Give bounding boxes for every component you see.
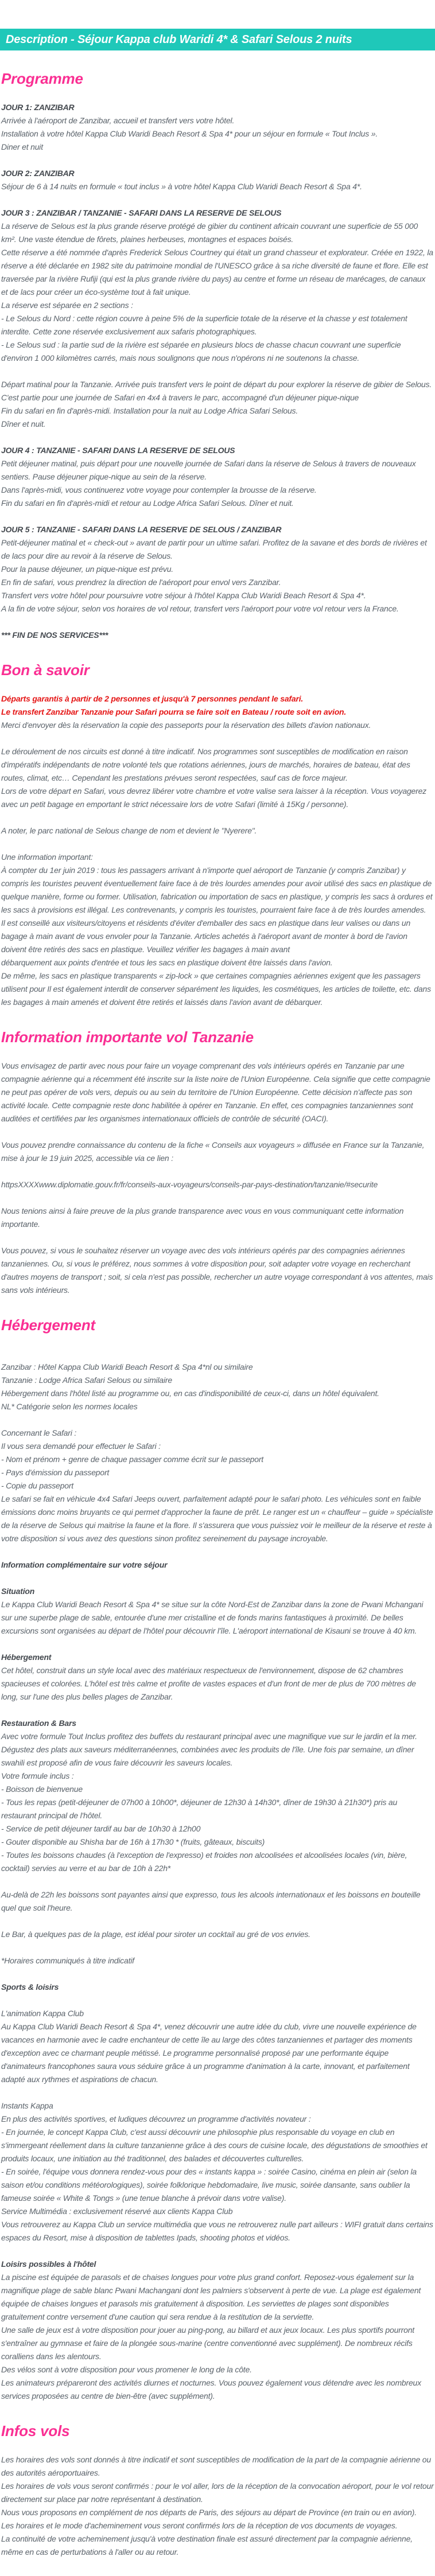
paragraph: La continuité de votre acheminement jusqu'à votre destination finale est assuré directement par la compagnie aérienne, même en cas de perturbations à l'aller ou au retour. <box>1 2534 413 2556</box>
paragraph: Vous pouvez prendre connaissance du contenu de la fiche « Conseils aux voyageurs » diffusée en France sur la Tanzanie, mise à jour le 19 juin 2025, accessible via ce lien : <box>1 1140 425 1163</box>
paragraph: Des vélos sont à votre disposition pour vous promener le long de la côte. <box>1 2365 252 2374</box>
paragraph: Le safari se fait en véhicule 4x4 Safari Jeeps ouvert, parfaitement adapté pour le safari photo. Les véhicules sont en faible émissions donc moins bruyants ce qui permet d'approcher la faune de prêt. Le ranger est un « chauffeur – guide » spécialiste de la réserve de Selous qui maitrise la faune et la flore. Il s'assurera que vous puissiez voir le meilleur de la réserve et reste à votre disposition si vous avez des questions sinon profitez sereinement du paysage incroyable. <box>1 1494 433 1543</box>
paragraph: Concernant le Safari : <box>1 1428 77 1437</box>
paragraph: Diner et nuit <box>1 142 43 151</box>
blank-line-spacer <box>1 1231 434 1244</box>
blank-line-spacer <box>1 1875 434 1888</box>
blank-line-spacer <box>1 1915 434 1928</box>
paragraph: Votre formule inclus : <box>1 1771 74 1780</box>
paragraph: Dans l'après-midi, vous continuerez votre voyage pour contempler la brousse de la réserve. <box>1 485 317 494</box>
blank-line-spacer <box>1 2244 434 2258</box>
paragraph: - Nom et prénom + genre de chaque passager comme écrit sur le passeport <box>1 1455 263 1464</box>
paragraph: - Toutes les boissons chaudes (à l'exception de l'expresso) et froides non alcoolisées et alcoolisées locales (vin, bière, cocktail) servies au verre et au bar de 10h à 22h* <box>1 1850 407 1873</box>
paragraph: En fin de safari, vous prendrez la direction de l'aéroport pour envol vers Zanzibar. <box>1 578 281 587</box>
paragraph: Installation à votre hôtel Kappa Club Waridi Beach Resort & Spa 4* pour un séjour en formule « Tout Inclus ». <box>1 129 378 138</box>
paragraph: Avec votre formule Tout Inclus profitez des buffets du restaurant principal avec une magnifique vue sur le jardin et la mer. Dégustez des plats aux saveurs méditerranéennes, combinées avec les produits de l'île. Une fois par semaine, un dîner swahili est proposé afin de vous faire découvrir les saveurs locales. <box>1 1732 417 1767</box>
blank-line-spacer <box>1 510 434 523</box>
paragraph: Sports & loisirs <box>1 1982 59 1992</box>
paragraph: JOUR 3 : ZANZIBAR / TANZANIE - SAFARI DANS LA RESERVE DE SELOUS <box>1 208 282 217</box>
paragraph: JOUR 5 : TANZANIE - SAFARI DANS LA RESERVE DE SELOUS / ZANZIBAR <box>1 525 282 534</box>
document-body <box>0 70 435 2576</box>
paragraph: NL* Catégorie selon les normes locales <box>1 1402 138 1411</box>
paragraph: Hébergement dans l'hôtel listé au programme ou, en cas d'indisponibilité de ceux-ci, dans un hôtel équivalent. <box>1 1389 379 1398</box>
paragraph: Pour la pause déjeuner, un pique-nique est prévu. <box>1 564 173 574</box>
blank-line-spacer <box>1 365 434 378</box>
blank-line-spacer <box>1 1704 434 1717</box>
blank-line-spacer <box>1 1545 434 1558</box>
paragraph: JOUR 1: ZANZIBAR <box>1 103 75 112</box>
paragraph: Transfert vers votre hôtel pour poursuivre votre séjour à l'hôtel Kappa Club Waridi Beach Resort & Spa 4*. <box>1 591 366 600</box>
paragraph: Lors de votre départ en Safari, vous devrez libérer votre chambre et votre valise sera laisser à la réception. Vous voyagerez avec un petit bagage en emportant le strict nécessaire lors de votre Safari (limité à 15Kg / personne). <box>1 786 426 809</box>
paragraph: Départs garantis à partir de 2 personnes et jusqu'à 7 personnes pendant le safari. <box>1 694 304 703</box>
paragraph: La réserve de Selous est la plus grande réserve protégé de gibier du continent africain couvrant une superficie de 55 000 km². Une vaste étendue de fôrets, plaines herbeuses, montagnes et espaces boisés. <box>1 221 418 244</box>
paragraph: Séjour de 6 à 14 nuits en formule « tout inclus » à votre hôtel Kappa Club Waridi Beach Resort & Spa 4*. <box>1 182 362 191</box>
blank-line-spacer <box>1 1994 434 2007</box>
paragraph: Le déroulement de nos circuits est donné à titre indicatif. Nos programmes sont susceptibles de modification en raison d'impératifs indépendants de notre volonté tels que rotations aériennes, jours de marchés, horaires de bateau, état des routes, climat, etc… Cependant les prestations prévues seront respectées, sauf cas de force majeur. <box>1 747 410 782</box>
paragraph: Les horaires et le mode d'acheminement vous seront confirmés lors de la réception de vos documents de voyages. <box>1 2521 398 2530</box>
paragraph: Les animateurs prépareront des activités diurnes et nocturnes. Vous pouvez également vous détendre avec les nombreux services proposées au centre de bien-être (avec supplément). <box>1 2378 421 2400</box>
description-header-bar <box>0 29 435 50</box>
paragraph: De même, les sacs en plastique transparents « zip-lock » que certaines compagnies aériennes exigent que les passagers utilisent pour Il est également interdit de conserver séparément les liquides, les cosmétiques, les articles de toilette, etc. dans les bagages à main amenés et doivent être retirés et laissés dans l'avion avant de débarquer. <box>1 971 431 1007</box>
paragraph: - Le Selous sud : la partie sud de la rivière est séparée en plusieurs blocs de chasse chacun couvrant une superficie d'environ 1 000 kilomètres carrés, mais nous soulignons que nous n'opérons ni ne soutenons la chasse. <box>1 340 401 363</box>
paragraph: - Le Selous du Nord : cette région couvre à peine 5% de la superficie totale de la réserve et la chasse y est totalement interdite. Cette zone réservée exclusivement aux safaris photographiques. <box>1 314 407 336</box>
blank-line-spacer <box>1 615 434 629</box>
paragraph: Cette réserve a été nommée d'après Frederick Selous Courtney qui était un grand chasseur et explorateur. Créée en 1922, la réserve a été déclarée en 1982 site du patrimoine mondial de l'UNESCO grâce à sa riche diversité de faune et flore. Elle est traversée par la rivière Rufiji (qui est la plus grande rivière du pays) au centre et forme un réseau de marécages, de canaux et de lacs pour créer un éco-système tout à fait unique. <box>1 248 433 297</box>
paragraph: Fin du safari en fin d'après-midi. Installation pour la nuit au Lodge Africa Safari Selous. <box>1 406 298 415</box>
blank-line-spacer <box>1 1125 434 1139</box>
paragraph: Hébergement <box>1 1653 52 1662</box>
paragraph: Vous pouvez, si vous le souhaitez réserver un voyage avec des vols intérieurs opérés par des compagnies aériennes tanzaniennes. Ou, si vous le préférez, nous sommes à votre disposition pour, soit adapter votre voyage en recherchant d'autres moyens de transport ; soit, si cela n'est pas possible, rechercher un autre voyage correspondant à vos attentes, mais sans vols intérieurs. <box>1 1246 433 1295</box>
blank-line-spacer <box>1 1165 434 1178</box>
paragraph: Vous envisagez de partir avec nous pour faire un voyage comprenant des vols intérieurs opérés en Tanzanie par une compagnie aérienne qui a récemment été inscrite sur la liste noire de l'Union Européenne. Cela signifie que cette compagnie ne peut pas opérer de vols vers, depuis ou au sein du territoire de l'Union Européenne. Cette décision n'affecte pas son activité locale. Cette compagnie reste donc habilitée à opérer en Tanzanie. En effet, ces compagnies tanzaniennes sont auditées et certifiées par les organismes internationaux officiels de contrôle de sécurité (OACI). <box>1 1061 430 1123</box>
blank-line-spacer <box>1 1572 434 1585</box>
blank-line-spacer <box>1 732 434 745</box>
section-heading-programme: Programme <box>1 70 83 87</box>
blank-line-spacer <box>1 1967 434 1981</box>
paragraph: Petit déjeuner matinal, puis départ pour une nouvelle journée de Safari dans la réserve de Selous à travers de nouveaux sentiers. Pause déjeuner pique-nique au sein de la réserve. <box>1 459 416 481</box>
paragraph: La piscine est équipée de parasols et de chaises longues pour votre plus grand confort. Reposez-vous également sur la magnifique plage de sable blanc Pwani Machangani dont les palmiers s'observent à perte de vue. La plage est également équipée de chaises longues et parasols mis gratuitement à disposition. Les serviettes de plages sont disponibles gratuitement contre versement d'une caution qui sera rendue à la restitution de la serviette. <box>1 2273 421 2321</box>
section-heading-hebergement: Hébergement <box>1 1316 95 1334</box>
paragraph: En plus des activités sportives, et ludiques découvrez un programme d'activités novateur : <box>1 2114 311 2123</box>
paragraph: Merci d'envoyer dès la réservation la copie des passeports pour la réservation des billets d'avion nationaux. <box>1 720 371 730</box>
paragraph: À compter du 1er juin 2019 : tous les passagers arrivant à n'importe quel aéroport de Tanzanie (y compris Zanzibar) y compris les touristes peuvent éventuellement faire face à de très lourdes amendes pour avoir utilisé des sacs en plastique de quelque manière, forme ou former. Utilisation, fabrication ou importation de sacs en plastique, y compris les sacs à ordures et les sacs à provisions est illégal. Les contrevenants, y compris les touristes, pourraient faire face à de très lourdes amendes. <box>1 866 433 914</box>
paragraph: débarquement aux points d'entrée et tous les sacs en plastique doivent être laissés dans l'avion. <box>1 958 333 967</box>
blank-line-spacer <box>1 1413 434 1427</box>
paragraph: Situation <box>1 1587 35 1596</box>
paragraph: Au Kappa Club Waridi Beach Resort & Spa 4*, venez découvrir une autre idée du club, vivre une nouvelle expérience de vacances en harmonie avec le cadre enchanteur de cette île au large des côtes tanzaniennes et partager des moments d'exception avec ce charmant peuple métissé. Le programme personnalisé proposé par une performante équipe d'animateurs francophones saura vous séduire grâce à un programme d'animation à la carte, innovant, et parfaitement adapté aux rythmes et aspirations de chacun. <box>1 2022 417 2084</box>
paragraph: Le transfert Zanzibar Tanzanie pour Safari pourra se faire soit en Bateau / route soit en avion. <box>1 707 347 716</box>
paragraph: Une salle de jeux est à votre disposition pour jouer au ping-pong, au billard et aux jeux locaux. Les plus sportifs pourront s'entraîner au gymnase et faire de la plongée sous-marine (centre conventionné avec supplément). De nombreux récifs coralliens dans les alentours. <box>1 2325 414 2361</box>
paragraph: Départ matinal pour la Tanzanie. Arrivée puis transfert vers le point de départ du pour explorer la réserve de gibier de Selous. C'est partie pour une journée de Safari en 4x4 à travers le parc, accompagné d'un déjeuner pique-nique <box>1 380 432 402</box>
paragraph: Nous vous proposons en complément de nos départs de Paris, des séjours au départ de Province (en train ou en avion). <box>1 2508 417 2517</box>
paragraph: La réserve est séparée en 2 sections : <box>1 301 133 310</box>
paragraph: Loisirs possibles à l'hôtel <box>1 2259 96 2269</box>
travel-advice-url: httpsXXXXwww.diplomatie.gouv.fr/fr/conseils-aux-voyageurs/conseils-par-pays-destination/tanzanie/#securite <box>1 1180 378 1189</box>
top-spacer <box>0 0 435 29</box>
paragraph: Instants Kappa <box>1 2101 53 2110</box>
paragraph: Fin du safari en fin d'après-midi et retour au Lodge Africa Safari Selous. Dîner et nuit. <box>1 498 294 508</box>
page-title: Description - Séjour Kappa club Waridi 4* & Safari Selous 2 nuits <box>6 33 352 46</box>
blank-line-spacer <box>1 154 434 167</box>
paragraph: Nous tenions ainsi à faire preuve de la plus grande transparence avec vous en vous communiquant cette information importante. <box>1 1206 404 1229</box>
section-heading-information-vol-tanzanie: Information importante vol Tanzanie <box>1 1028 254 1046</box>
paragraph: Il vous sera demandé pour effectuer le Safari : <box>1 1441 161 1451</box>
paragraph: Petit-déjeuner matinal et « check-out » avant de partir pour un ultime safari. Profitez de la savane et des bords de rivières et de lacs pour dire au revoir à la réserve de Selous. <box>1 538 427 560</box>
paragraph: *** FIN DE NOS SERVICES*** <box>1 630 108 640</box>
paragraph: Les horaires des vols sont donnés à titre indicatif et sont susceptibles de modification de la part de la compagnie aérienne ou des autorités aéroportuaires. <box>1 2455 431 2477</box>
paragraph: - En journée, le concept Kappa Club, c'est aussi découvrir une philosophie plus responsable du voyage en club en s'immergeant réellement dans la culture tanzanienne grâce à des cours de cuisine locale, des dégustations de smoothies et produits locaux, une initiation au thé traditionnel, des balades et découvertes culturelles. <box>1 2127 428 2163</box>
paragraph: *Horaires communiqués à titre indicatif <box>1 1956 134 1965</box>
paragraph: Une information important: <box>1 852 93 862</box>
paragraph: Vous retrouverez au Kappa Club un service multimédia que vous ne retrouverez nulle part ailleurs : WIFI gratuit dans certains espaces du Resort, mise à disposition de tablettes Ipads, shooting photos et vidéos. <box>1 2220 433 2242</box>
blank-line-spacer <box>1 1638 434 1651</box>
paragraph: L'animation Kappa Club <box>1 2009 84 2018</box>
paragraph: Tanzanie : Lodge Africa Safari Selous ou similaire <box>1 1375 172 1385</box>
paragraph: - Pays d'émission du passeport <box>1 1468 110 1477</box>
paragraph: - Tous les repas (petit-déjeuner de 07h00 à 10h00*, déjeuner de 12h30 à 14h30*, dîner de 19h30 à 21h30*) pris au restaurant principal de l'hôtel. <box>1 1798 398 1820</box>
blank-line-spacer <box>1 193 434 206</box>
paragraph: Arrivée à l'aéroport de Zanzibar, accueil et transfert vers votre hôtel. <box>1 116 235 125</box>
paragraph: A noter, le parc national de Selous change de nom et devient le "Nyerere". <box>1 826 257 835</box>
paragraph: Cet hôtel, construit dans un style local avec des matériaux respectueux de l'environnement, dispose de 62 chambres spacieuses et colorées. L'hôtel est très calme et profite de vastes espaces et d'un front de mer de plus de 700 mètres de long, sur l'une des plus belles plages de Zanzibar. <box>1 1666 416 1701</box>
paragraph: - En soirée, l'équipe vous donnera rendez-vous pour des « instants kappa » : soirée Casino, cinéma en plein air (selon la saison et/ou conditions météorologiques), soirée folklorique hebdomadaire, live music, soirée dansante, sans oublier la fameuse soirée « White & Tongs » (une tenue blanche à prévoir dans votre valise). <box>1 2167 417 2203</box>
paragraph: Le Kappa Club Waridi Beach Resort & Spa 4* se situe sur la côte Nord-Est de Zanzibar dans la zone de Pwani Mchangani sur une superbe plage de sable, entourée d'une mer cristalline et de fonds marins fantastiques à proximité. De belles excursions sont organisées au départ de l'hôtel pour découvrir l'île. L'aéroport international de Kisauni se trouve à 40 km. <box>1 1600 424 1635</box>
paragraph: - Service de petit déjeuner tardif au bar de 10h30 à 12h00 <box>1 1824 201 1833</box>
paragraph: Au-delà de 22h les boissons sont payantes ainsi que expresso, tous les alcools internationaux et les boissons en bouteille quel que soit l'heure. <box>1 1890 421 1912</box>
paragraph: - Copie du passeport <box>1 1481 73 1490</box>
blank-line-spacer <box>1 1347 434 1361</box>
section-heading-bon-a-savoir: Bon à savoir <box>1 661 90 679</box>
paragraph: Restauration & Bars <box>1 1718 76 1728</box>
blank-line-spacer <box>1 811 434 824</box>
paragraph: A la fin de votre séjour, selon vos horaires de vol retour, transfert vers l'aéroport pour votre vol retour vers la France. <box>1 604 399 613</box>
section-heading-infos-vols: Infos vols <box>1 2422 70 2439</box>
paragraph: JOUR 4 : TANZANIE - SAFARI DANS LA RESERVE DE SELOUS <box>1 446 235 455</box>
paragraph: Information complémentaire sur votre séjour <box>1 1560 168 1569</box>
blank-line-spacer <box>1 837 434 851</box>
paragraph: - Gouter disponible au Shisha bar de 16h à 17h30 * (fruits, gâteaux, biscuits) <box>1 1837 265 1846</box>
paragraph: Dîner et nuit. <box>1 419 46 428</box>
blank-line-spacer <box>1 2086 434 2099</box>
paragraph: JOUR 2: ZANZIBAR <box>1 169 75 178</box>
blank-line-spacer <box>1 431 434 444</box>
paragraph: Service Multimédia : exclusivement réservé aux clients Kappa Club <box>1 2207 233 2216</box>
paragraph: - Boisson de bienvenue <box>1 1784 83 1794</box>
blank-line-spacer <box>1 1191 434 1205</box>
paragraph: Zanzibar : Hôtel Kappa Club Waridi Beach Resort & Spa 4*nl ou similaire <box>1 1362 253 1371</box>
blank-line-spacer <box>1 1941 434 1954</box>
paragraph: Les horaires de vols vous seront confirmés : pour le vol aller, lors de la réception de la convocation aéroport, pour le vol retour directement sur place par notre représentant à destination. <box>1 2481 434 2504</box>
paragraph: Il est conseillé aux visiteurs/citoyens et résidents d'éviter d'emballer des sacs en plastique dans leur valises ou dans un bagage à main avant de vous envoler pour la Tanzanie. Articles achetés à l'aéroport avant de monter à bord de l'avion doivent être retirés des sacs en plastique. Veuillez vérifier les bagages à main avant <box>1 918 411 954</box>
paragraph: Le Bar, à quelques pas de la plage, est idéal pour siroter un cocktail au gré de vos envies. <box>1 1930 310 1939</box>
